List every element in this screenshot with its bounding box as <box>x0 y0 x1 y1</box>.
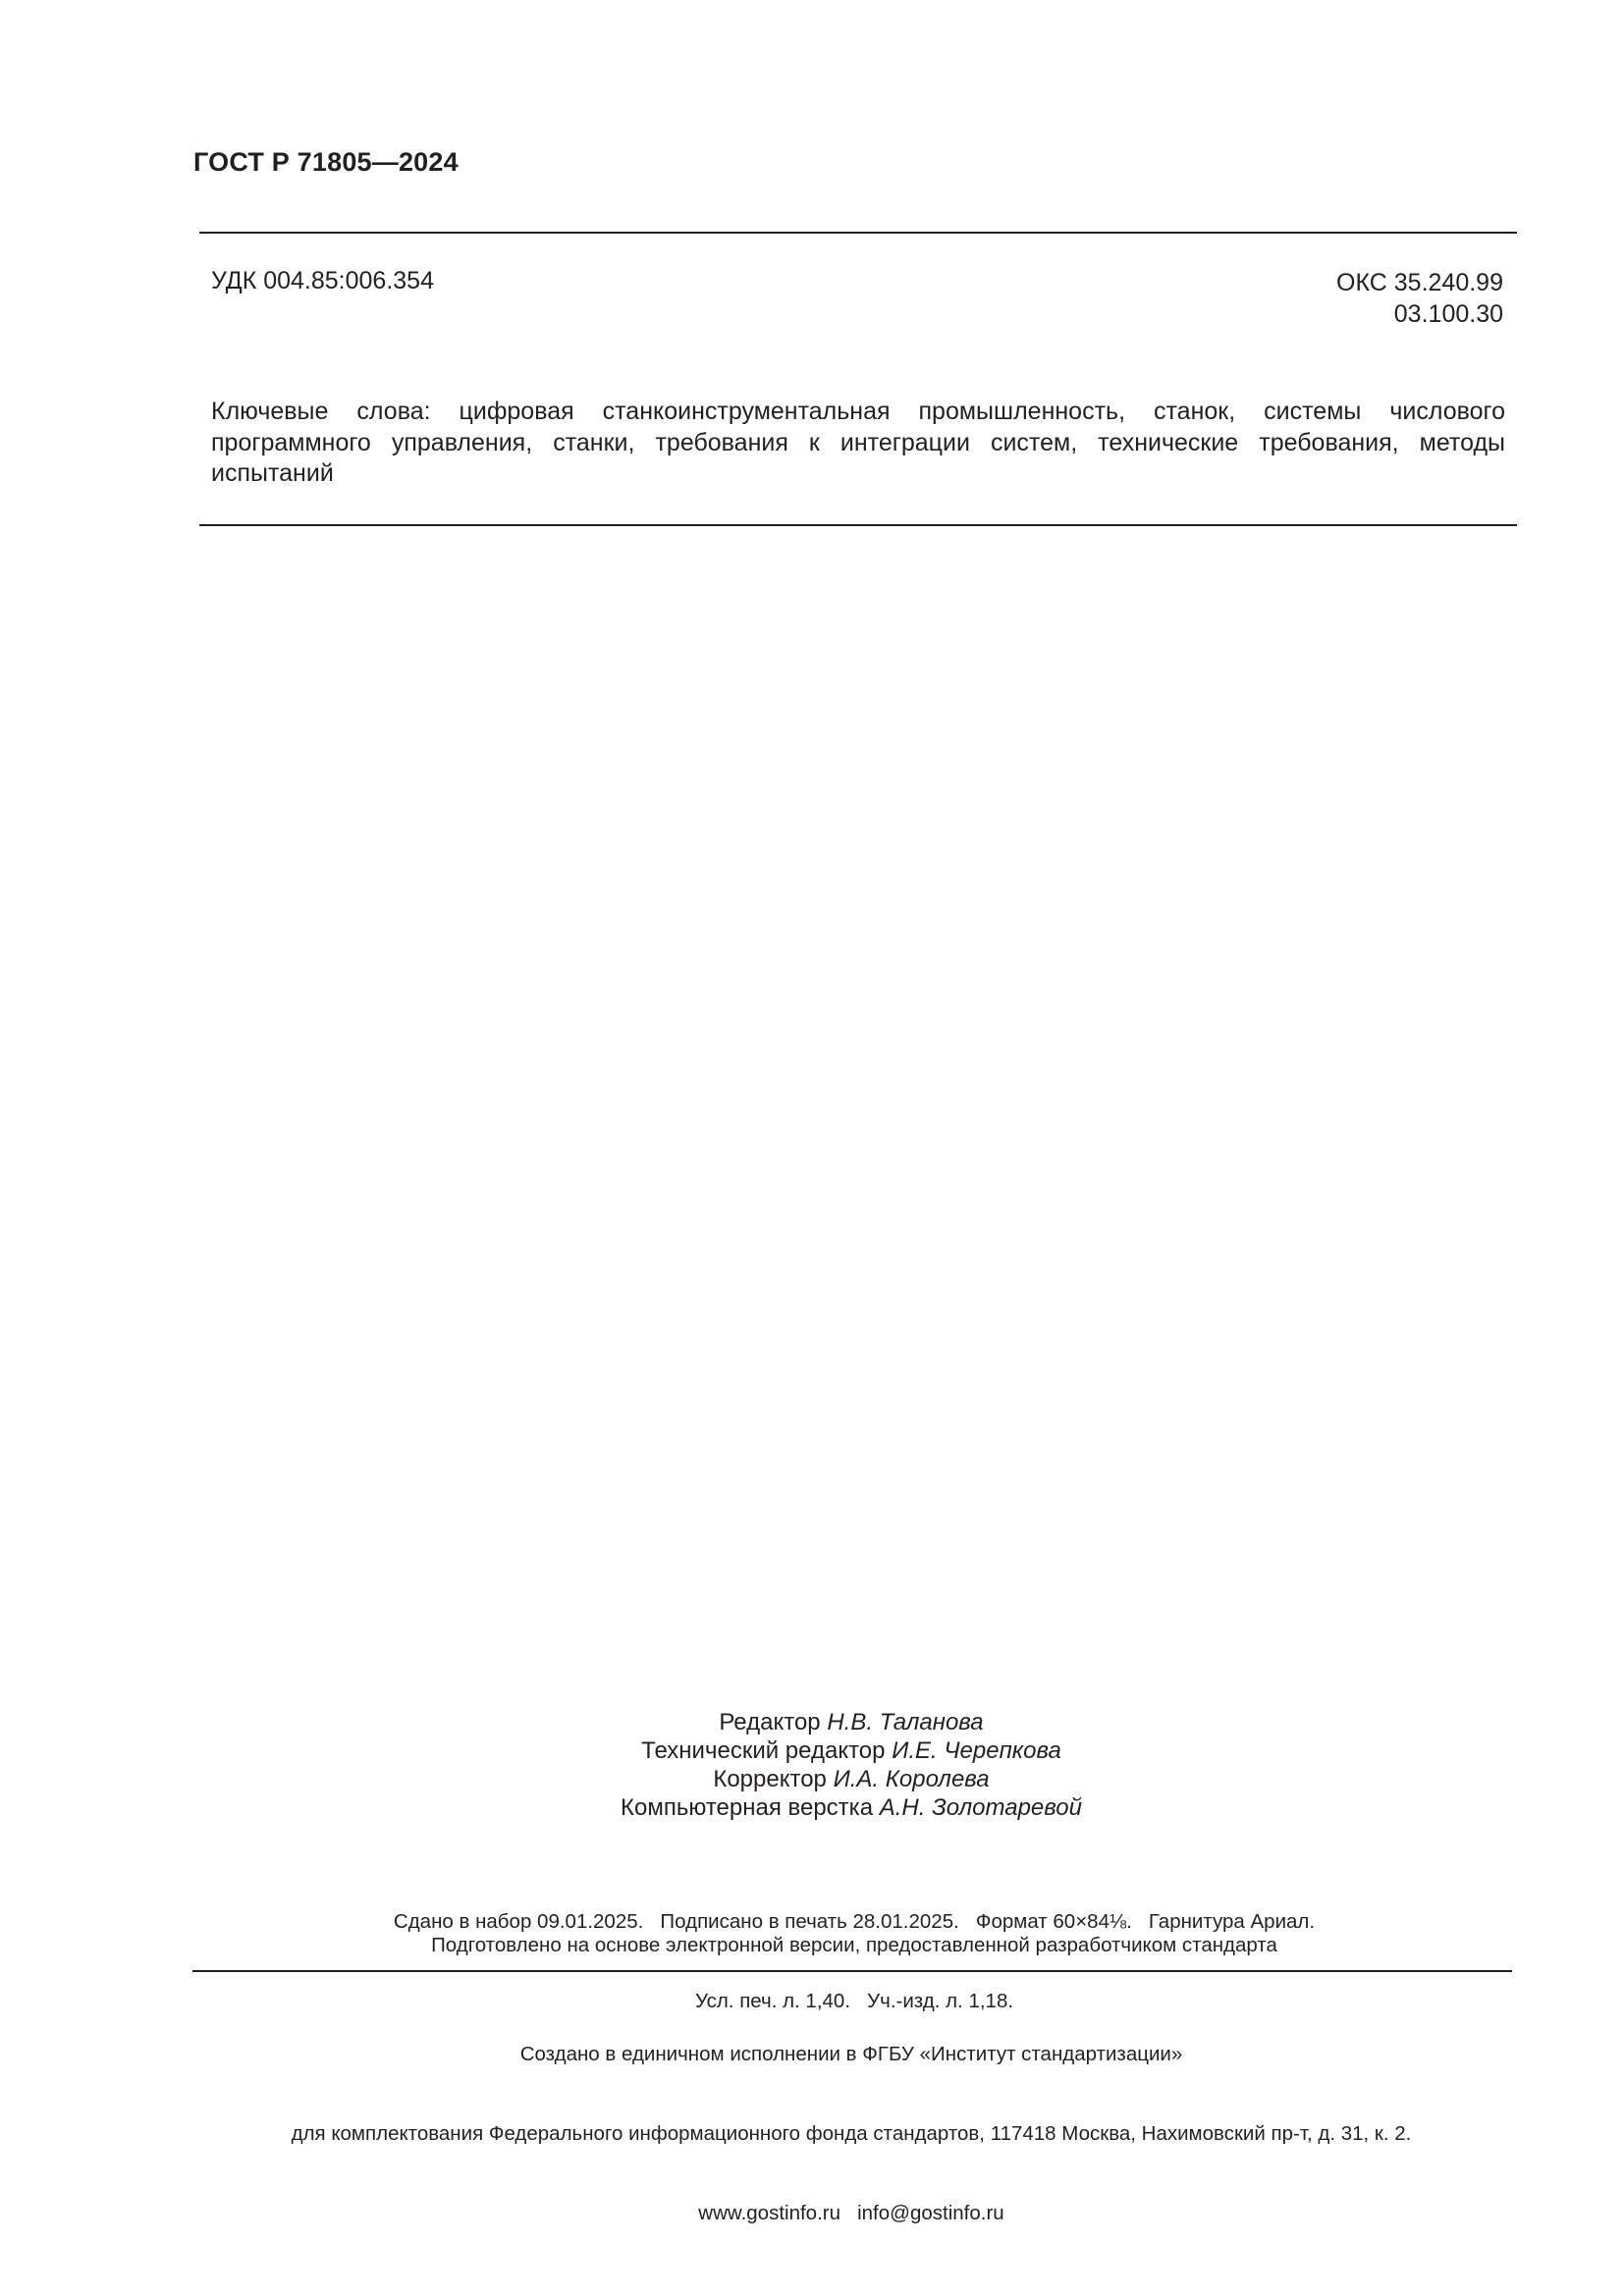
oks-code-primary: ОКС 35.240.99 <box>1336 269 1503 296</box>
credit-editor-name: Н.В. Таланова <box>827 1709 984 1735</box>
footer-line-1: Создано в единичном исполнении в ФГБУ «Институт стандартизации» <box>519 2043 1183 2065</box>
oks-code-secondary: 03.100.30 <box>1393 300 1503 328</box>
keywords-divider <box>199 524 1517 526</box>
credit-layout: Компьютерная верстка А.Н. Золотаревой <box>621 1794 1082 1821</box>
credit-tech-editor: Технический редактор И.Е. Черепкова <box>641 1737 1061 1764</box>
credit-proofreader-name: И.А. Королева <box>833 1766 990 1792</box>
footer-line-2: для комплектования Федерального информационного фонда стандартов, 117418 Москва, Нахимовский пр-т, д. 31, к. 2. <box>291 2122 1412 2145</box>
keywords-paragraph: Ключевые слова: цифровая станкоинструментальная промышленность, станок, системы числового программного управления, станки, требования к интеграции систем, технические требования, методы испытаний <box>211 398 1505 487</box>
footer-contacts <box>0 2200 1624 2226</box>
credit-proofreader: Корректор И.А. Королева <box>713 1766 990 1792</box>
header-divider <box>199 232 1517 234</box>
credit-layout-name: А.Н. Золотаревой <box>879 1794 1082 1821</box>
document-code: ГОСТ Р 71805—2024 <box>193 147 459 177</box>
prepared-note: Подготовлено на основе электронной версии, предоставленной разработчиком стандарта <box>431 1934 1277 1956</box>
footer-info <box>0 1988 1624 2253</box>
credits-block <box>0 1708 1624 1822</box>
publication-sheets: Усл. печ. л. 1,40. Уч.-изд. л. 1,18. <box>694 1990 1014 2012</box>
footer-divider <box>192 1970 1512 1972</box>
udk-code: УДК 004.85:006.354 <box>211 267 434 294</box>
credit-editor: Редактор Н.В. Таланова <box>719 1709 984 1735</box>
credit-tech-editor-name: И.Е. Черепкова <box>892 1737 1061 1764</box>
oks-codes <box>1336 267 1503 330</box>
email-link[interactable]: info@gostinfo.ru <box>857 2202 1004 2224</box>
website-link[interactable]: www.gostinfo.ru <box>698 2202 840 2224</box>
publication-dates: Сдано в набор 09.01.2025. Подписано в печать 28.01.2025. Формат 60×84⅛. Гарнитура Ариал. <box>393 1910 1316 1933</box>
